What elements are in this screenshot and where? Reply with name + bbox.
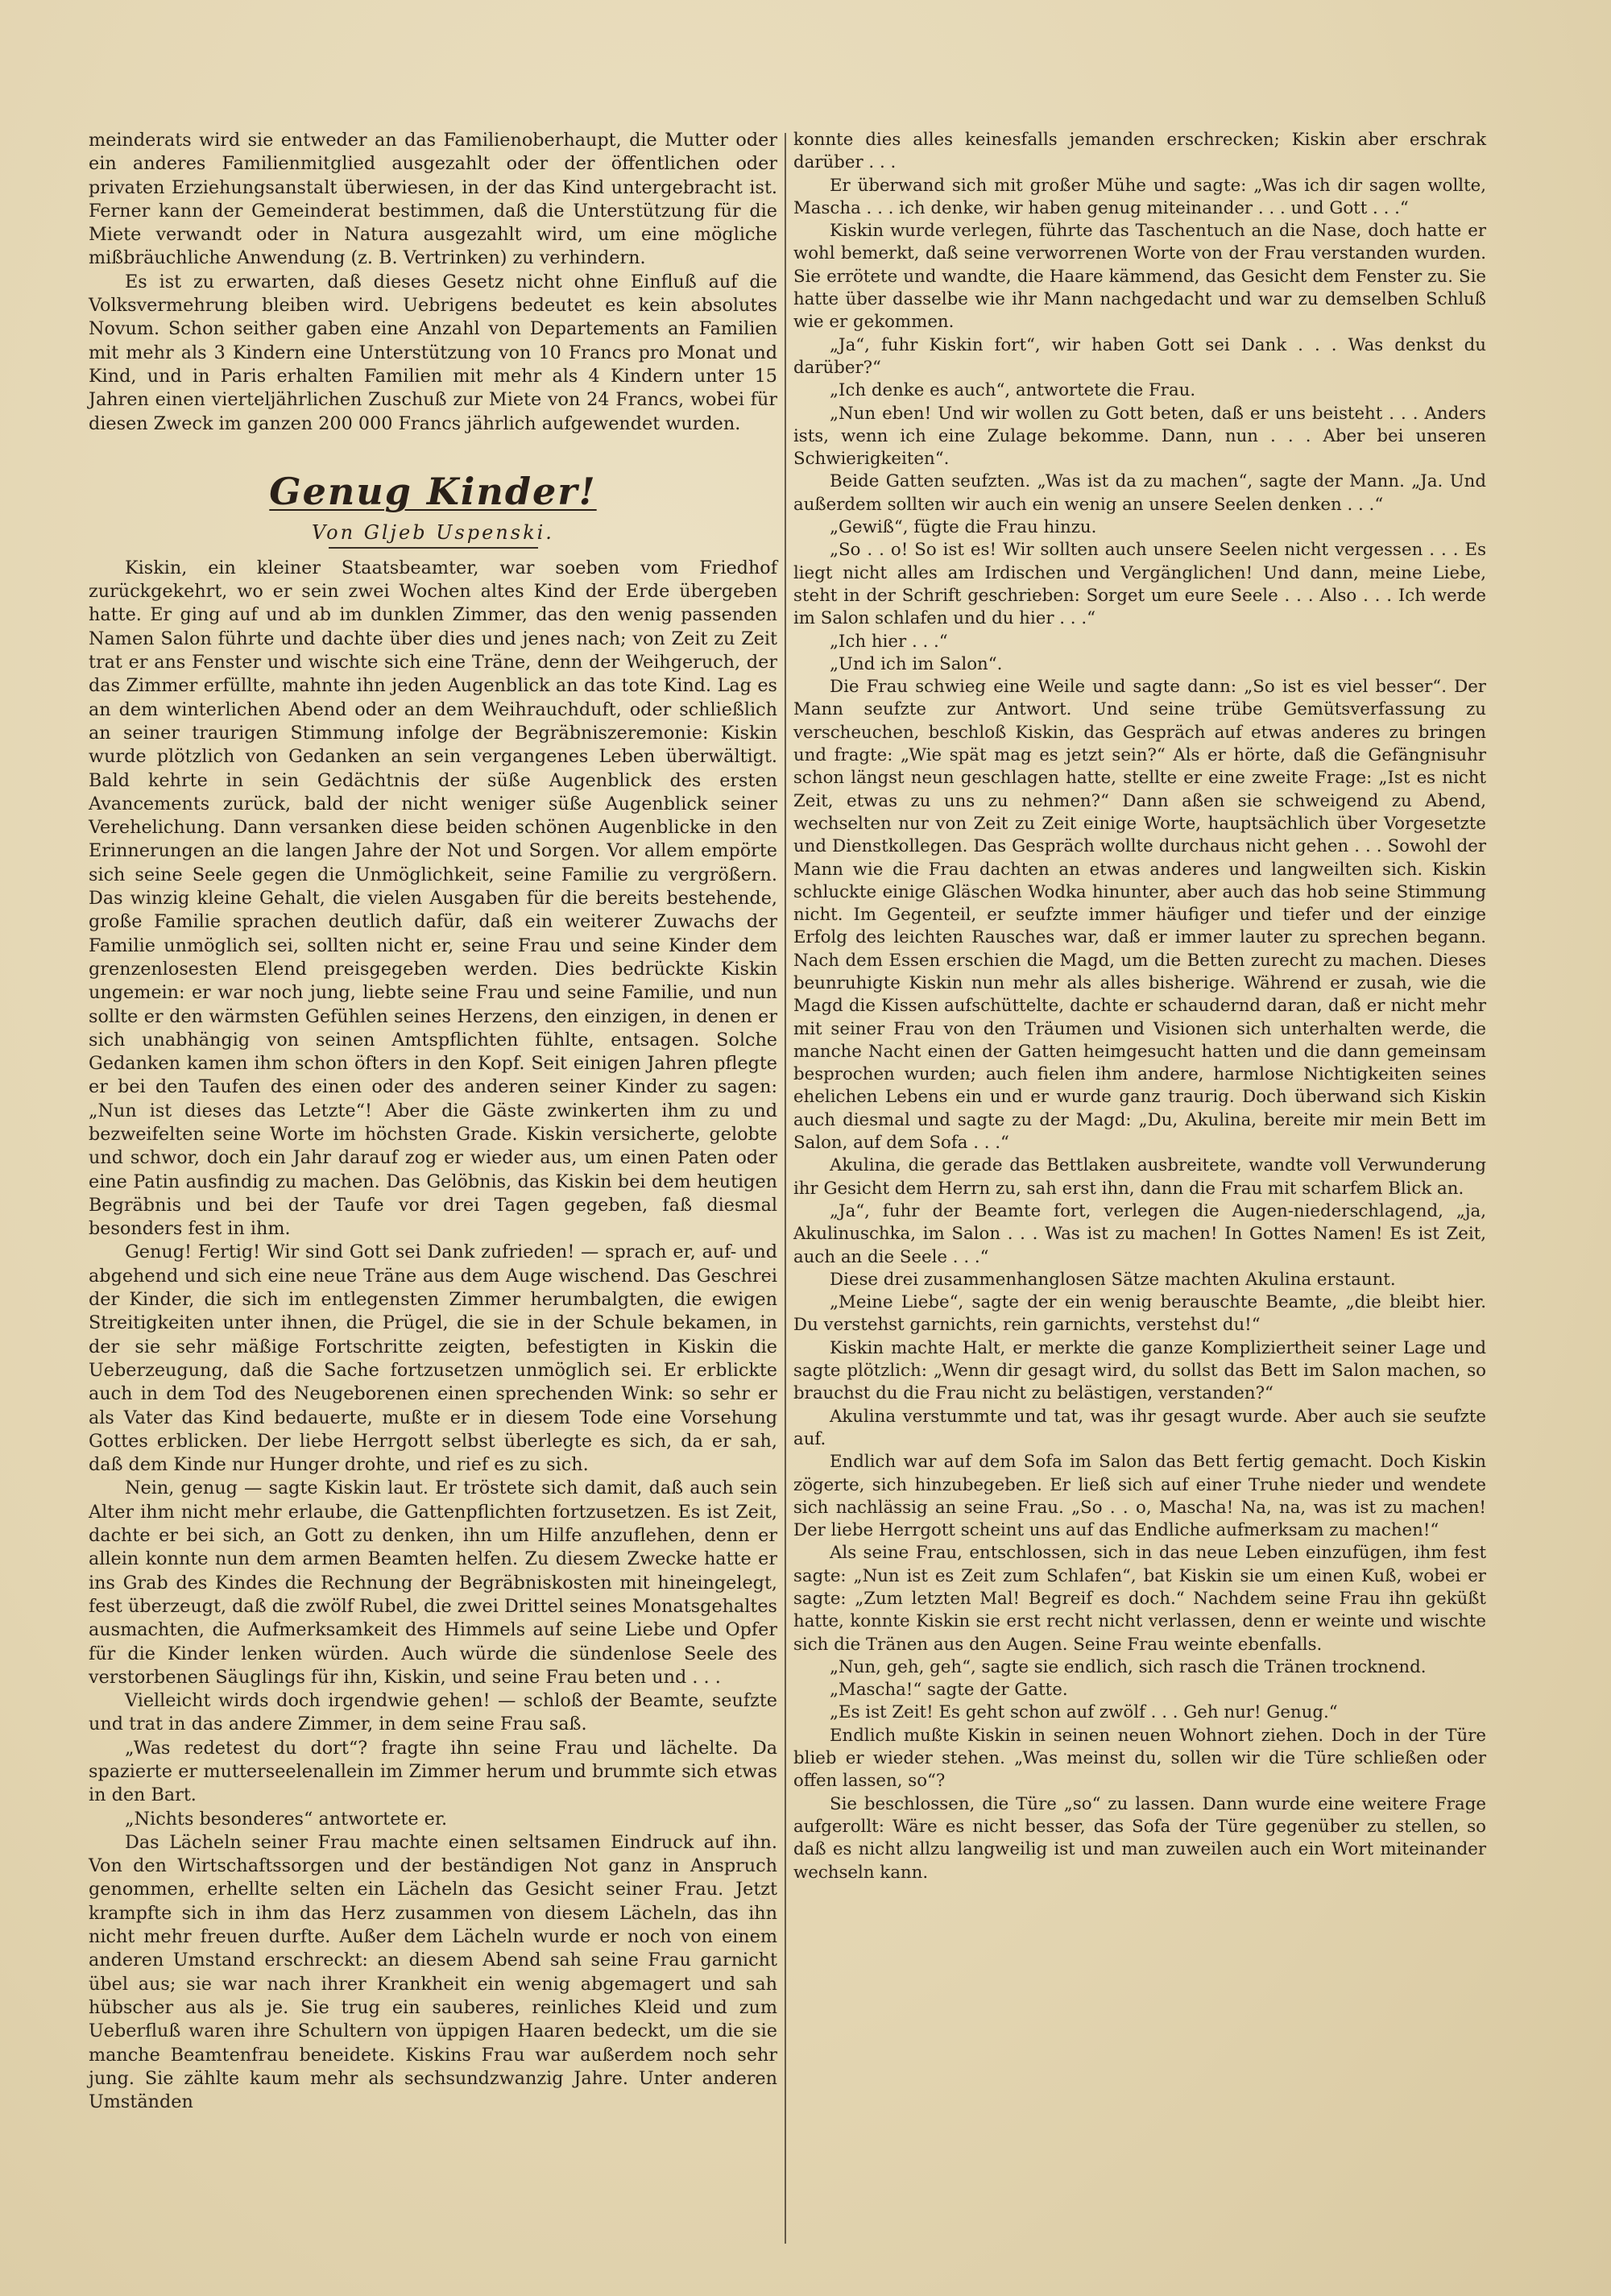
story-paragraph: Kiskin wurde verlegen, führte das Taschentuch an die Nase, doch hatte er wohl bemerkt, daß seine verworrenen Worte von der Frau verstanden wurden. Sie errötete und wandte, die Haare kämmend, das Gesicht dem Fenster zu. Sie hatte über dasselbe wie ihr Mann nachgedacht und war zu demselben Schluß wie er gekommen. xyxy=(793,221,1486,333)
story-paragraph: „Ich denke es auch“, antwortete die Frau. xyxy=(830,380,1196,401)
story-paragraph: Das Lächeln seiner Frau machte einen seltsamen Eindruck auf ihn. Von den Wirtschaftssorgen und der beständigen Not ganz in Anspruch genommen, erhellte selten ein Lächeln das Gesicht seiner Frau. Jetzt krampfte sich in ihm das Herz zusammen von diesem Lächeln, das ihn nicht mehr freuen durfte. Außer dem Lächeln wurde er noch von einem anderen Umstand erschreckt: an diesem Abend sah seine Frau garnicht übel aus; sie war nach ihrer Krankheit ein wenig abgemagert und sah hübscher aus als je. Sie trug ein sauberes, reinliches Kleid und zum Ueberfluß waren ihre Schultern von üppigen Haaren bedeckt, um die sie manche Beamtenfrau beneidete. Kiskins Frau war außerdem noch sehr jung. Sie zählte kaum mehr als sechsundzwanzig Jahre. Unter anderen Umständen xyxy=(89,1831,777,2113)
story-paragraph: „So . . o! So ist es! Wir sollten auch unsere Seelen nicht vergessen . . . Es liegt nicht alles am Irdischen und Vergänglichen! Und dann, meine Liebe, steht in der Schrift geschrieben: Sorget um eure Seele . . . Also . . . Ich werde im Salon schlafen und du hier . . .“ xyxy=(793,540,1486,629)
byline-rule xyxy=(329,547,538,549)
story-paragraph: Genug! Fertig! Wir sind Gott sei Dank zufrieden! — sprach er, auf- und abgehend und sich eine neue Träne aus dem Auge wischend. Das Geschrei der Kinder, die sich im entlegensten Zimmer herumbalgten, die ewigen Streitigkeiten unter ihnen, die Prügel, die sie in der Schule bekamen, in der sie sehr mäßige Fortschritte zeigten, befestigten in Kiskin die Ueberzeugung, daß die Sache fortzusetzen unmöglich sei. Er erblickte auch in dem Tod des Neugeborenen einen sprechenden Wink: so sehr er als Vater das Kind bedauerte, mußte er in diesem Tode eine Vorsehung Gottes erblicken. Der liebe Herrgott selbst überlegte es sich, da er sah, daß dem Kinde nur Hunger drohte, und rief es zu sich. xyxy=(89,1241,777,1476)
story-paragraph: „Und ich im Salon“. xyxy=(830,653,1003,674)
column-divider xyxy=(785,133,786,2244)
story-paragraph: „Gewiß“, fügte die Frau hinzu. xyxy=(830,517,1097,538)
right-column xyxy=(793,129,1486,1884)
intro-paragraph: Es ist zu erwarten, daß dieses Gesetz nicht ohne Einfluß auf die Volksvermehrung bleiben wird. Uebrigens bedeutet es kein absolutes Novum. Schon seither gaben eine Anzahl von Departements an Familien mit mehr als 3 Kindern eine Unterstützung von 10 Francs pro Monat und Kind, und in Paris erhalten Familien mit mehr als 4 Kindern unter 15 Jahren einen vierteljährlichen Zuschuß zur Miete von 24 Francs, wobei für diesen Zweck im ganzen 200 000 Francs jährlich aufgewendet wurden. xyxy=(89,271,777,434)
story-byline: Von Gljeb Uspenski. xyxy=(312,520,554,544)
story-paragraph: Er überwand sich mit großer Mühe und sagte: „Was ich dir sagen wollte, Mascha . . . ich denke, wir haben genug miteinander . . . und Gott . . .“ xyxy=(793,175,1486,218)
story-paragraph: Akulina verstummte und tat, was ihr gesagt wurde. Aber auch sie seufzte auf. xyxy=(793,1406,1486,1449)
story-paragraph: „Ja“, fuhr der Beamte fort, verlegen die Augen-niederschlagend, „ja, Akulinuschka, im Salon . . . Was ist zu machen! In Gottes Namen! Es ist Zeit, auch an die Seele . . .“ xyxy=(793,1200,1486,1267)
story-paragraph: Endlich mußte Kiskin in seinen neuen Wohnort ziehen. Doch in der Türe blieb er wieder stehen. „Was meinst du, sollen wir die Türe schließen oder offen lassen, so“? xyxy=(793,1725,1486,1792)
story-paragraph: „Nun, geh, geh“, sagte sie endlich, sich rasch die Tränen trocknend. xyxy=(830,1656,1427,1677)
story-paragraph: Akulina, die gerade das Bettlaken ausbreitete, wandte voll Verwunderung ihr Gesicht dem Herrn zu, sah erst ihn, dann die Frau mit scharfem Blick an. xyxy=(793,1155,1486,1199)
story-paragraph: Beide Gatten seufzten. „Was ist da zu machen“, sagte der Mann. „Ja. Und außerdem sollten wir auch ein wenig an unsere Seelen denken . . .“ xyxy=(793,471,1486,515)
story-paragraph: „Ich hier . . .“ xyxy=(830,631,948,652)
story-paragraph: Als seine Frau, entschlossen, sich in das neue Leben einzufügen, ihm fest sagte: „Nun ist es Zeit zum Schlafen“, bat Kiskin sie um einen Kuß, wobei er sagte: „Zum letzten Mal! Begreif es doch.“ Nachdem seine Frau ihn geküßt hatte, konnte Kiskin sie erst recht nicht verlassen, denn er weinte und wischte sich die Tränen aus den Augen. Seine Frau weinte ebenfalls. xyxy=(793,1543,1486,1655)
story-paragraph: „Mascha!“ sagte der Gatte. xyxy=(830,1680,1068,1701)
story-paragraph: „Ja“, fuhr Kiskin fort“, wir haben Gott sei Dank . . . Was denkst du darüber?“ xyxy=(793,334,1486,378)
story-paragraph: „Was redetest du dort“? fragte ihn seine Frau und lächelte. Da spazierte er mutterseelenallein im Zimmer herum und brummte sich etwas in den Bart. xyxy=(89,1737,777,1806)
story-paragraph: Die Frau schwieg eine Weile und sagte dann: „So ist es viel besser“. Der Mann seufzte zur Antwort. Und seine trübe Gemütsverfassung zu verscheuchen, beschloß Kiskin, das Gespräch auf etwas anderes zu bringen und fragte: „Wie spät mag es jetzt sein?“ Als er hörte, daß die Gefängnisuhr schon längst neun geschlagen hatte, stellte er eine zweite Frage: „Ist es nicht Zeit, etwas zu uns zu nehmen?“ Dann aßen sie schweigend zu Abend, wechselten nur von Zeit zu Zeit einige Worte, hauptsächlich über Vorgesetzte und Dienstkollegen. Das Gespräch wollte durchaus nicht gehen . . . Sowohl der Mann wie die Frau dachten an etwas anderes und langweilten sich. Kiskin schluckte einige Gläschen Wodka hinunter, aber auch das hob seine Stimmung nicht. Im Gegenteil, er seufzte immer häufiger und tiefer und der einzige Erfolg des leichten Rausches war, daß er immer lauter zu sprechen begann. Nach dem Essen erschien die Magd, um die Betten zurecht zu machen. Dieses beunruhigte Kiskin nun mehr als alles bisherige. Während er zusah, wie die Magd die Kissen aufschüttelte, dachte er schaudernd daran, daß er nicht mehr mit seiner Frau von den Träumen und Visionen sich unterhalten werde, die manche Nacht einen der Gatten heimgesucht hatten und die dann gemeinsam besprochen wurden; auch fielen ihm andere, harmlose Nichtigkeiten seines ehelichen Lebens ein und er wurde ganz traurig. Doch überwand sich Kiskin auch diesmal und sagte zu der Magd: „Du, Akulina, bereite mir mein Bett im Salon, auf dem Sofa . . .“ xyxy=(793,677,1486,1154)
story-paragraph: konnte dies alles keinesfalls jemanden erschrecken; Kiskin aber erschrak darüber . . . xyxy=(793,130,1486,173)
story-paragraph: „Nichts besonderes“ antwortete er. xyxy=(125,1808,448,1830)
story-paragraph: „Nun eben! Und wir wollen zu Gott beten, daß er uns beisteht . . . Anders ists, wenn ich eine Zulage bekomme. Dann, nun . . . Aber bei unseren Schwierigkeiten“. xyxy=(793,403,1486,470)
intro-paragraph: meinderats wird sie entweder an das Familienoberhaupt, die Mutter oder ein anderes Familienmitglied ausgezahlt oder der öffentlichen oder privaten Erziehungsanstalt überwiesen, in der das Kind untergebracht ist. Ferner kann der Gemeinderat bestimmen, daß die Unterstützung für die Miete verwandt oder in Natura ausgezahlt wird, um eine mögliche mißbräuchliche Anwendung (z. B. Vertrinken) zu verhindern. xyxy=(89,130,777,269)
story-paragraph: „Es ist Zeit! Es geht schon auf zwölf . . . Geh nur! Genug.“ xyxy=(830,1702,1338,1723)
story-paragraph: Nein, genug — sagte Kiskin laut. Er tröstete sich damit, daß auch sein Alter ihm nicht mehr erlaube, die Gattenpflichten fortzusetzen. Es ist Zeit, dachte er bei sich, an Gott zu denken, ihn um Hilfe anzuflehen, denn er allein konnte nun dem armen Beamten helfen. Zu diesem Zwecke hatte er ins Grab des Kindes die Rechnung der Begräbniskosten mit hineingelegt, fest überzeugt, daß die zwölf Rubel, die zwei Drittel seines Monatsgehaltes ausmachten, die Aufmerksamkeit des Himmels auf seine Liebe und Opfer für die Kinder lenken würden. Auch würde die sündenlose Seele des verstorbenen Säuglings für ihn, Kiskin, und seine Frau beten und . . . xyxy=(89,1477,777,1688)
left-column xyxy=(89,129,777,2114)
story-paragraph: Sie beschlossen, die Türe „so“ zu lassen. Dann wurde eine weitere Frage aufgerollt: Wäre es nicht besser, das Sofa der Türe gegenüber zu stellen, so daß es nicht allzu langweilig ist und man zuweilen auch ein Wort miteinander wechseln kann. xyxy=(793,1793,1486,1883)
story-paragraph: Endlich war auf dem Sofa im Salon das Bett fertig gemacht. Doch Kiskin zögerte, sich hinzubegeben. Er ließ sich auf einer Truhe nieder und wendete sich nachlässig an seine Frau. „So . . o, Mascha! Na, na, was ist zu machen! Der liebe Herrgott scheint uns auf das Endliche aufmerksam zu machen!“ xyxy=(793,1452,1486,1541)
story-paragraph: Kiskin machte Halt, er merkte die ganze Kompliziertheit seiner Lage und sagte plötzlich: „Wenn dir gesagt wird, du sollst das Bett im Salon machen, so brauchst du die Frau nicht zu belästigen, verstanden?“ xyxy=(793,1337,1486,1404)
story-title: Genug Kinder! xyxy=(269,469,597,513)
story-paragraph: „Meine Liebe“, sagte der ein wenig berauschte Beamte, „die bleibt hier. Du verstehst garnichts, rein garnichts, verstehst du!“ xyxy=(793,1292,1486,1336)
story-paragraph: Kiskin, ein kleiner Staatsbeamter, war soeben vom Friedhof zurückgekehrt, wo er sein zwei Wochen altes Kind der Erde übergeben hatte. Er ging auf und ab im dunklen Zimmer, das den wenig passenden Namen Salon führte und dachte über dies und jenes nach; von Zeit zu Zeit trat er ans Fenster und wischte sich eine Träne, denn der Weihgeruch, der das Zimmer erfüllte, mahnte ihn jeden Augenblick an das tote Kind. Lag es an dem winterlichen Abend oder an dem Weihrauchduft, oder schließlich an seiner traurigen Stimmung infolge der Begräbniszeremonie: Kiskin wurde plötzlich von Gedanken an sein vergangenes Leben überwältigt. Bald kehrte in sein Gedächtnis der süße Augenblick des ersten Avancements zurück, bald der nicht weniger süße Augenblick seiner Verehelichung. Dann versanken diese beiden schönen Augenblicke in den Erinnerungen an die langen Jahre der Not und Sorgen. Vor allem empörte sich seine Seele gegen die Unmöglichkeit, seine Familie zu vergrößern. Das winzig kleine Gehalt, die vielen Ausgaben für die bereits bestehende, große Familie sprachen deutlich dafür, daß ein weiterer Zuwachs der Familie unmöglich sei, sollten nicht er, seine Frau und seine Kinder dem grenzenlosesten Elend preisgegeben werden. Dies bedrückte Kiskin ungemein: er war noch jung, liebte seine Frau und seine Familie, und nun sollte er den wärmsten Gefühlen seines Herzens, den einzigen, in denen er sich unabhängig von seinen Amtspflichten fühlte, entsagen. Solche Gedanken kamen ihm schon öfters in den Kopf. Seit einigen Jahren pflegte er bei den Taufen des einen oder des anderen seiner Kinder zu sagen: „Nun ist dieses das Letzte“! Aber die Gäste zwinkerten ihm zu und bezweifelten seine Worte im höchsten Grade. Kiskin versicherte, gelobte und schwor, doch ein Jahr darauf zog er wieder aus, um einen Paten oder eine Patin ausfindig zu machen. Das Gelöbnis, das Kiskin bei dem heutigen Begräbnis und bei der Taufe vor drei Tagen gegeben, faß diesmal besonders fest in ihm. xyxy=(89,557,777,1240)
story-paragraph: Vielleicht wirds doch irgendwie gehen! — schloß der Beamte, seufzte und trat in das andere Zimmer, in dem seine Frau saß. xyxy=(89,1690,777,1735)
story-paragraph: Diese drei zusammenhanglosen Sätze machten Akulina erstaunt. xyxy=(830,1269,1396,1290)
